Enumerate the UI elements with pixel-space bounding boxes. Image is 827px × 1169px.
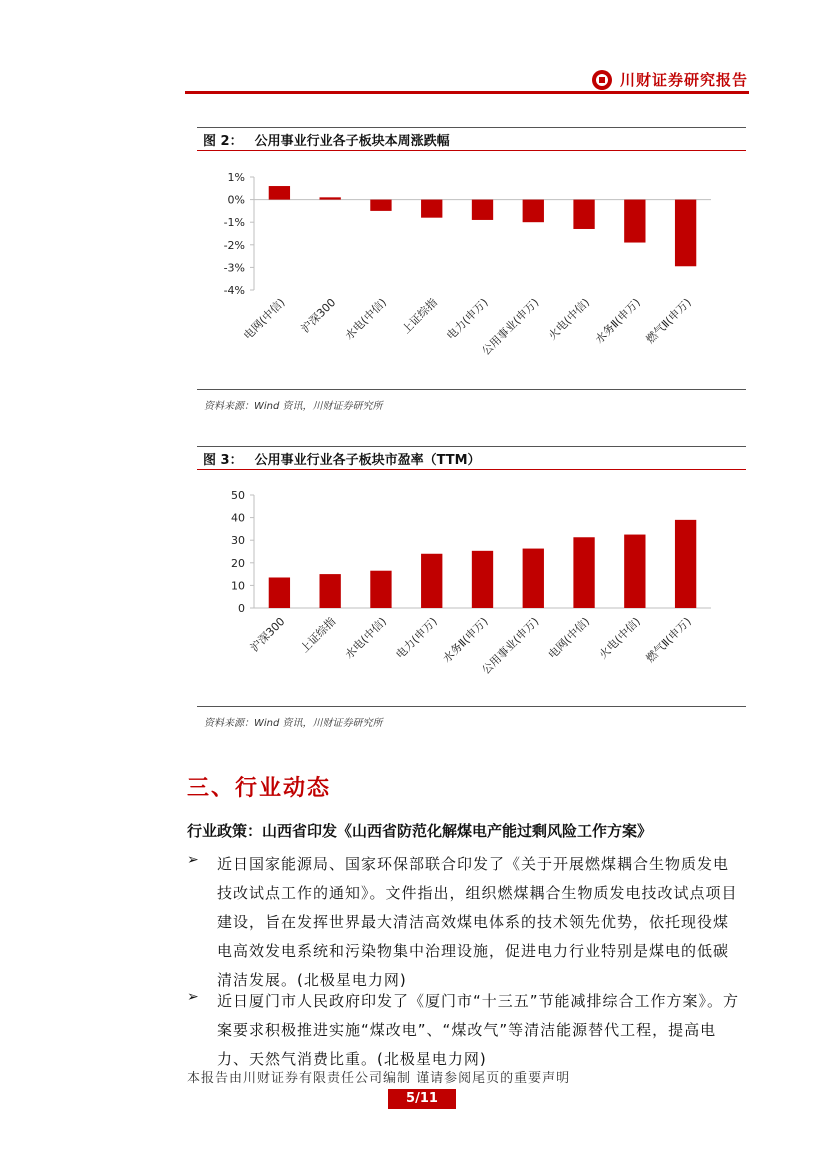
bar: [421, 554, 442, 608]
figure-3-title-bar: [197, 446, 746, 470]
bar: [370, 200, 391, 211]
x-tick-label: 沪深300: [298, 295, 339, 336]
bar: [269, 186, 290, 200]
x-tick-label: 电网(中信): [545, 614, 593, 662]
x-tick-label: 火电(中信): [545, 295, 593, 343]
x-tick-label: 电网(中信): [241, 295, 288, 343]
figure-2-number: 图 2：: [203, 133, 243, 149]
x-tick-label: 公用事业(申万): [479, 295, 542, 358]
x-tick-label: 水务Ⅱ(申万): [592, 295, 643, 347]
x-tick-label: 水电(中信): [342, 295, 390, 343]
bar: [269, 577, 290, 608]
bullet-text: 近日厦门市人民政府印发了《厦门市“十三五”节能减排综合工作方案》。方案要求积极推进实施“煤改电”、“煤改气”等清洁能源替代工程，提高电力、天然气消费比重。(北极星电力网): [217, 992, 740, 1068]
y-tick-label: 40: [231, 511, 245, 525]
bar: [370, 571, 391, 608]
brand-name: 川财证券研究报告: [619, 71, 748, 89]
x-tick-label: 电力(申万): [444, 295, 491, 343]
footer-disclaimer: 本报告由川财证券有限责任公司编制 谨请参阅尾页的重要声明: [187, 1071, 571, 1086]
x-tick-label: 燃气Ⅱ(申万): [643, 614, 694, 666]
list-item: [187, 850, 747, 995]
list-item: [187, 987, 747, 1074]
bar: [675, 200, 696, 267]
x-tick-label: 公用事业(申万): [479, 614, 542, 677]
bar: [523, 549, 544, 608]
x-tick-label: 火电(中信): [596, 614, 643, 662]
y-tick-label: 50: [231, 489, 245, 502]
x-tick-label: 水务Ⅱ(申万): [440, 614, 491, 666]
header-divider: [185, 91, 749, 94]
x-tick-label: 水电(中信): [342, 614, 390, 662]
y-tick-label: -4%: [223, 284, 245, 297]
figure-3-source: 资料来源：Wind 资讯，川财证券研究所: [204, 718, 383, 729]
x-tick-label: 上证综指: [399, 295, 440, 337]
bar: [472, 200, 493, 220]
x-tick-label: 电力(申万): [393, 614, 440, 662]
x-tick-label: 燃气Ⅱ(申万): [643, 295, 694, 347]
y-tick-label: 1%: [227, 171, 245, 184]
y-tick-label: -3%: [223, 261, 245, 275]
bar: [624, 200, 645, 243]
bullet-arrow-icon: ➢: [187, 989, 199, 1005]
bar: [675, 520, 696, 608]
report-header: [592, 69, 748, 90]
figure-2-bottom-rule: [197, 389, 746, 390]
bar: [523, 200, 544, 223]
figure-2-title: 公用事业行业各子板块本周涨跌幅: [254, 133, 450, 149]
figure-2-source: 资料来源：Wind 资讯，川财证券研究所: [204, 401, 383, 412]
y-tick-label: 0%: [227, 193, 245, 207]
bullet-arrow-icon: ➢: [187, 852, 199, 868]
policy-heading: 行业政策：山西省印发《山西省防范化解煤电产能过剩风险工作方案》: [187, 822, 653, 840]
x-tick-label: 沪深300: [247, 614, 288, 655]
figure-3-bottom-rule: [197, 706, 746, 707]
page-number: 5/11: [388, 1089, 456, 1109]
figure-3-title: 公用事业行业各子板块市盈率（TTM）: [254, 452, 481, 468]
x-tick-label: 上证综指: [297, 614, 339, 656]
y-tick-label: -1%: [223, 216, 245, 230]
bar: [320, 574, 341, 608]
section-title: 三、行业动态: [187, 776, 332, 801]
bar: [421, 200, 442, 218]
y-tick-label: 0: [238, 602, 245, 615]
bar: [573, 200, 594, 229]
bar: [624, 535, 645, 608]
bar: [573, 537, 594, 608]
bar: [472, 551, 493, 608]
figure-3: [197, 446, 746, 470]
figure-2: [197, 127, 746, 151]
bar: [320, 197, 341, 199]
y-tick-label: 10: [231, 579, 245, 593]
brand-logo-icon: [592, 70, 612, 90]
figure-2-chart: [197, 160, 746, 390]
bullet-text: 近日国家能源局、国家环保部联合印发了《关于开展燃煤耦合生物质发电技改试点工作的通知》。文件指出，组织燃煤耦合生物质发电技改试点项目建设，旨在发挥世界最大清洁高效煤电体系的技术领先优势，依托现役煤电高效发电系统和污染物集中治理设施，促进电力行业特别是煤电的低碳清洁发展。(北极星电力网): [217, 855, 738, 989]
y-tick-label: 30: [231, 534, 245, 548]
figure-3-number: 图 3：: [203, 452, 243, 468]
y-tick-label: -2%: [223, 238, 245, 252]
y-tick-label: 20: [231, 556, 245, 570]
figure-2-title-bar: [197, 127, 746, 151]
figure-3-chart: [197, 480, 746, 707]
